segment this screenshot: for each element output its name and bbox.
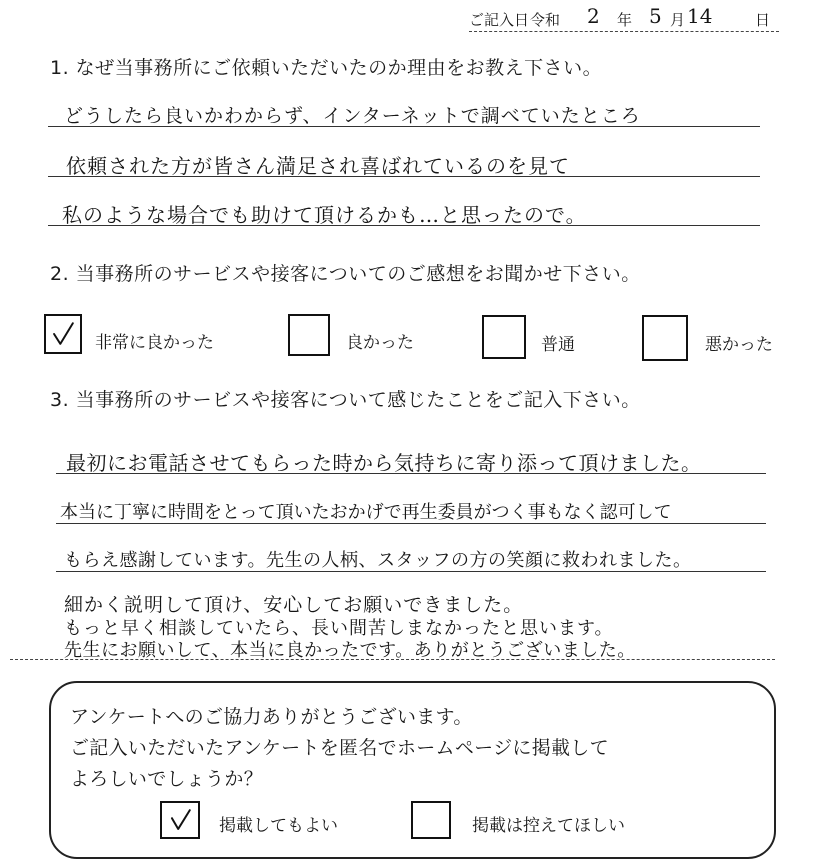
- era-label: 令和: [530, 11, 561, 29]
- date-label: ご記入日: [469, 11, 530, 29]
- q3-answer-line-1: 最初にお電話させてもらった時から気持ちに寄り添って頂けました。: [66, 451, 702, 475]
- notice-line-1: アンケートへのご協力ありがとうございます。: [70, 706, 473, 728]
- publish-ok-checkbox[interactable]: [160, 801, 200, 839]
- q3-answer-line-5: もっと早く相談していたら、長い間苦しまなかったと思います。: [64, 618, 614, 639]
- option-good-label: 良かった: [346, 333, 414, 353]
- q1-rule-1: [48, 126, 760, 127]
- q3-answer-line-3: もらえ感謝しています。先生の人柄、スタッフの方の笑顔に救われました。: [64, 550, 692, 571]
- q3-rule-1: [56, 473, 766, 474]
- q3-answer-line-6: 先生にお願いして、本当に良かったです。ありがとうございました。: [64, 640, 636, 661]
- consent-notice-box: [49, 681, 776, 859]
- publish-decline-label: 掲載は控えてほしい: [472, 816, 625, 836]
- date-header: [469, 6, 775, 32]
- option-very-good-label: 非常に良かった: [95, 333, 214, 353]
- day-value: 14: [687, 4, 713, 28]
- option-very-good-checkbox[interactable]: [44, 314, 82, 354]
- notice-line-2: ご記入いただいたアンケートを匿名でホームページに掲載して: [70, 737, 609, 759]
- notice-line-3: よろしいでしょうか？: [70, 768, 264, 790]
- q3-rule-2: [56, 523, 766, 524]
- q1-answer-line-1: どうしたら良いかわからず、インターネットで調べていたところ: [64, 105, 641, 127]
- q2-question: 2. 当事務所のサービスや接客についてのご感想をお聞かせ下さい。: [50, 263, 641, 285]
- check-mark-icon: [46, 316, 80, 352]
- q3-answer-line-2: 本当に丁寧に時間をとって頂いたおかげで再生委員がつく事もなく認可して: [60, 502, 672, 523]
- q1-rule-2: [48, 176, 760, 177]
- q1-question: 1. なぜ当事務所にご依頼いただいたのか理由をお教え下さい。: [50, 57, 603, 79]
- header-divider: [469, 31, 779, 32]
- month-value: 5: [649, 4, 663, 28]
- q3-rule-dashed: [10, 659, 775, 660]
- q3-question: 3. 当事務所のサービスや接客について感じたことをご記入下さい。: [50, 389, 641, 411]
- q3-rule-3: [56, 571, 766, 572]
- year-value: 2: [587, 4, 601, 28]
- day-unit: 日: [755, 11, 771, 29]
- publish-ok-label: 掲載してもよい: [219, 816, 338, 836]
- option-average-label: 普通: [541, 335, 575, 355]
- publish-decline-checkbox[interactable]: [411, 801, 451, 839]
- q1-rule-3: [48, 225, 760, 226]
- q1-answer-line-2: 依頼された方が皆さん満足され喜ばれているのを見て: [66, 154, 570, 178]
- option-average-checkbox[interactable]: [482, 315, 526, 359]
- year-unit: 年: [617, 11, 633, 29]
- q1-answer-line-3: 私のような場合でも助けて頂けるかも…と思ったので。: [62, 203, 587, 227]
- option-bad-checkbox[interactable]: [642, 315, 688, 361]
- month-unit: 月: [670, 11, 686, 29]
- option-good-checkbox[interactable]: [288, 314, 330, 356]
- q3-answer-line-4: 細かく説明して頂け、安心してお願いできました。: [64, 594, 524, 616]
- check-mark-icon: [162, 803, 198, 837]
- option-bad-label: 悪かった: [705, 335, 773, 355]
